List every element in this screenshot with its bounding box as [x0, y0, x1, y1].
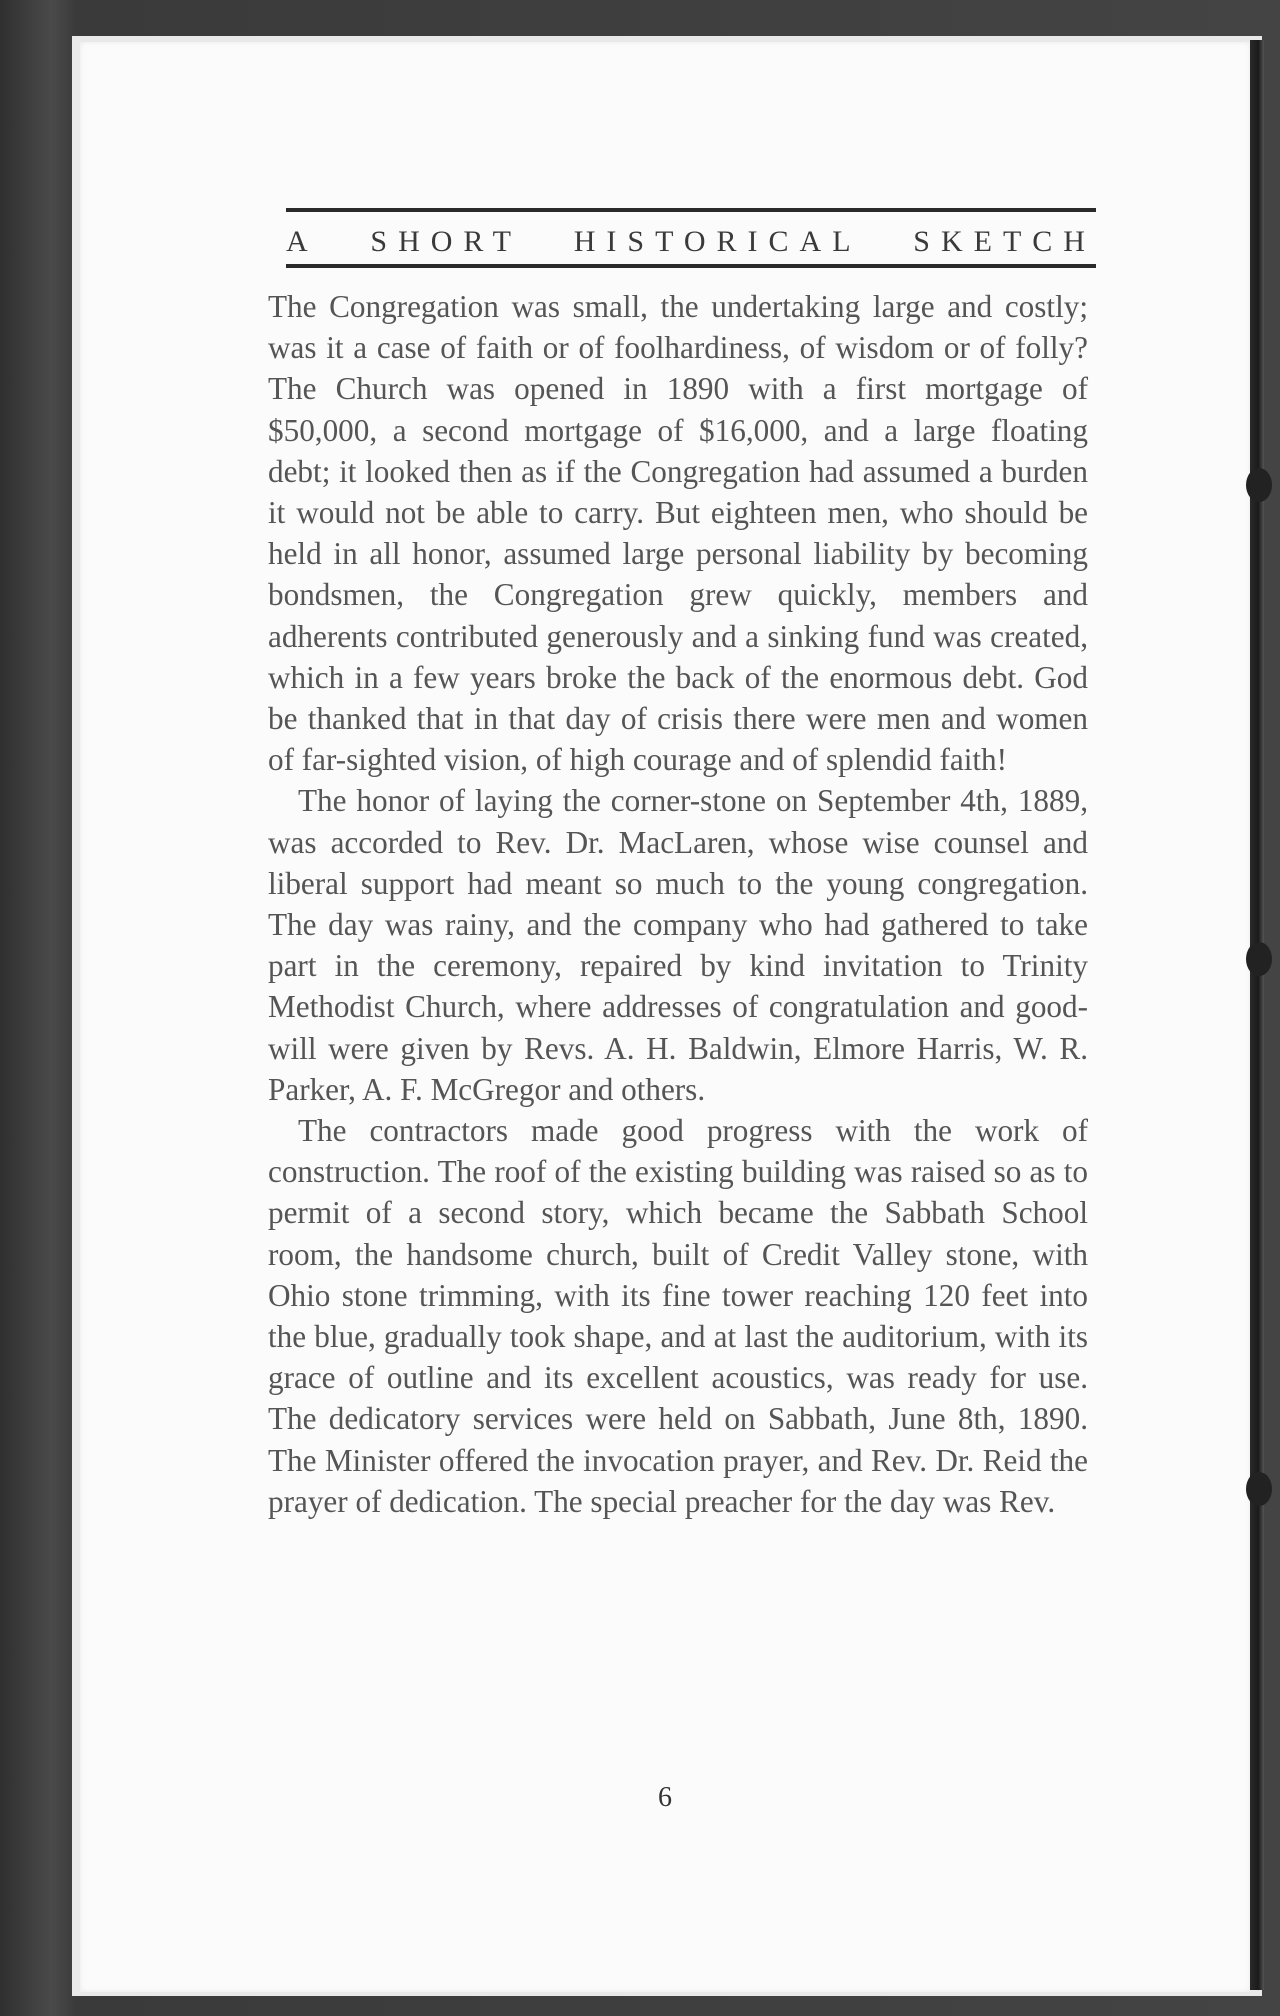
running-head-word: HISTORICAL — [573, 225, 862, 258]
running-head-word: A — [286, 225, 319, 258]
running-head-word: SKETCH — [913, 225, 1096, 258]
page-number: 6 — [658, 1782, 672, 1813]
binding-hole — [1246, 1472, 1272, 1506]
paragraph: The honor of laying the corner-stone on September 4th, 1889, was accorded to Rev. Dr. MacLaren, whose wise counsel and liberal support had meant so much to the young congregation. The day was rainy, and the company who had gathered to take part in the ceremony, repaired by kind invitation to Trinity Methodist Church, where addresses of congratulation and good-will were given by Revs. A. H. Baldwin, Elmore Harris, W. R. Parker, A. F. McGregor and others. — [268, 783, 1088, 1107]
paragraph: The contractors made good progress with the work of construction. The roof of the existing building was raised so as to permit of a second story, which became the Sabbath School room, the handsome church, built of Credit Valley stone, with Ohio stone trimming, with its fine tower reaching 120 feet into the blue, gradually took shape, and at last the auditorium, with its grace of outline and its excellent acoustics, was ready for use. The dedicatory services were held on Sabbath, June 8th, 1890. The Minister offered the invocation prayer, and Rev. Dr. Reid the prayer of dedication. The special preacher for the day was Rev. — [268, 1113, 1088, 1519]
body-text — [268, 286, 1088, 1522]
binding-strip — [1250, 40, 1264, 1990]
header-rule-bottom — [286, 264, 1096, 268]
binding-hole — [1246, 468, 1272, 502]
running-head — [286, 222, 1096, 262]
header-rule-top — [286, 208, 1096, 212]
running-head-word: SHORT — [370, 225, 522, 258]
paragraph: The Congregation was small, the undertaking large and costly; was it a case of faith or of foolhardiness, of wisdom or of folly? The Church was opened in 1890 with a first mortgage of $50,000, a second mortgage of $16,000, and a large floating debt; it looked then as if the Congregation had assumed a burden it would not be able to carry. But eighteen men, who should be held in all honor, assumed large personal liability by becoming bondsmen, the Congregation grew quickly, members and adherents contributed generously and a sinking fund was created, which in a few years broke the back of the enormous debt. God be thanked that in that day of crisis there were men and women of far-sighted vision, of high courage and of splendid faith! — [268, 289, 1088, 778]
binding-hole — [1246, 942, 1272, 976]
